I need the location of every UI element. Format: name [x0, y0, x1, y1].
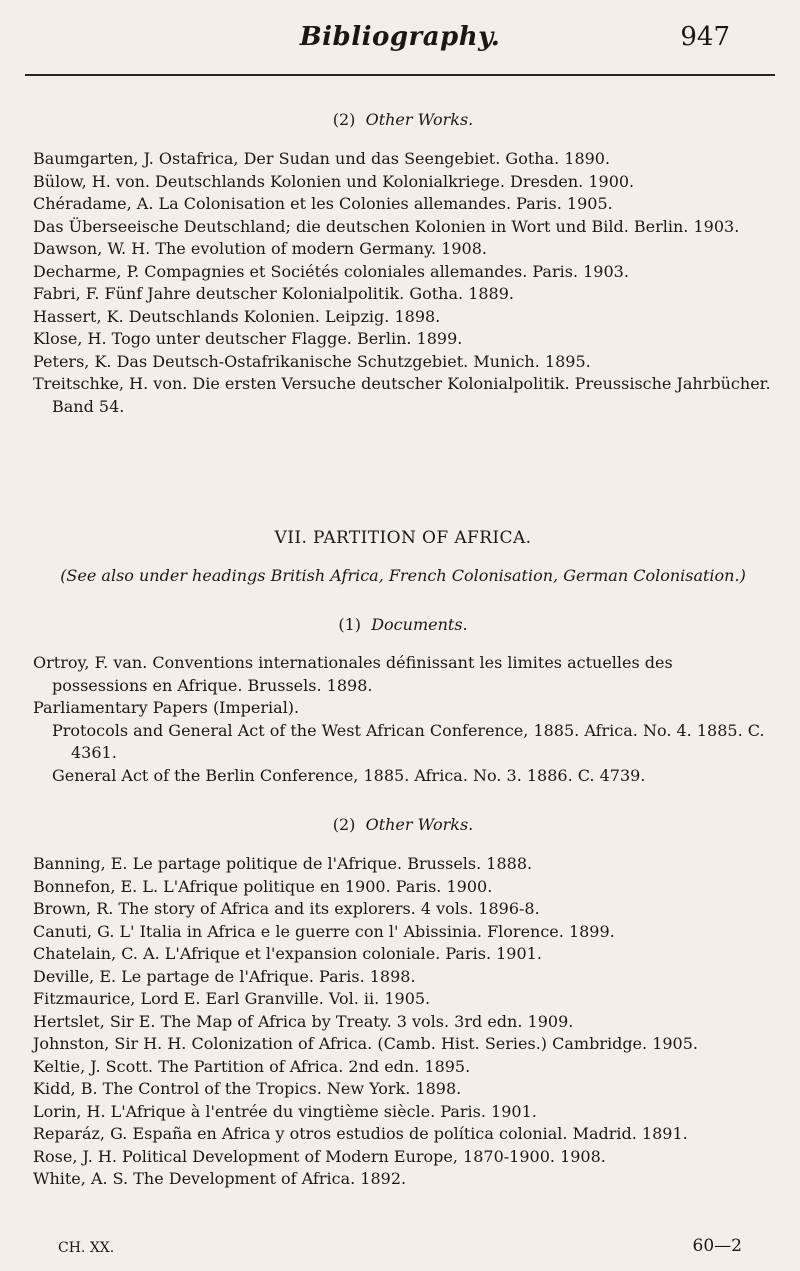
printer-signature: 60—2	[692, 1236, 742, 1256]
section-heading-title: Other Works.	[365, 110, 474, 129]
bib-entry: Klose, H. Togo unter deutscher Flagge. Berlin. 1899.	[33, 329, 463, 348]
section-heading-number: (2)	[332, 110, 356, 129]
see-also-note: (See also under headings British Africa, French Colonisation, German Colonisation.)	[60, 566, 746, 585]
section-heading-other-works-partition	[33, 815, 773, 834]
bib-entry: Peters, K. Das Deutsch-Ostafrikanische Schutzgebiet. Munich. 1895.	[33, 351, 591, 371]
bib-entry: Chatelain, C. A. L'Afrique et l'expansion coloniale. Paris. 1901.	[33, 944, 542, 963]
bib-entry: Treitschke, H. von. Die ersten Versuche deutscher Kolonialpolitik. Preussische Jahrbücher. Band 54.	[33, 374, 771, 416]
bib-entry: Lorin, H. L'Afrique à l'entrée du vingtième siècle. Paris. 1901.	[33, 1101, 537, 1121]
bib-entry: Canuti, G. L' Italia in Africa e le guerre con l' Abissinia. Florence. 1899.	[33, 921, 615, 941]
bib-entry: Bonnefon, E. L. L'Afrique politique en 1900. Paris. 1900.	[33, 876, 493, 896]
bib-entry: Rose, J. H. Political Development of Modern Europe, 1870-1900. 1908.	[33, 1146, 606, 1166]
bib-sub-entry: General Act of the Berlin Conference, 1885. Africa. No. 3. 1886. C. 4739.	[52, 765, 646, 785]
section-heading-documents	[33, 615, 773, 634]
bib-entry: Fitzmaurice, Lord E. Earl Granville. Vol. ii. 1905.	[33, 989, 431, 1008]
section-heading-title: Other Works.	[365, 815, 474, 834]
bib-entry: Decharme, P. Compagnies et Sociétés coloniales allemandes. Paris. 1903.	[33, 261, 629, 281]
bib-entry: Keltie, J. Scott. The Partition of Africa. 2nd edn. 1895.	[33, 1056, 471, 1076]
bib-entry: Fabri, F. Fünf Jahre deutscher Kolonialpolitik. Gotha. 1889.	[33, 284, 514, 303]
bib-sub-entry: Protocols and General Act of the West African Conference, 1885. Africa. No. 4. 1885. C. 4361.	[52, 720, 765, 762]
bib-entry: Das Überseeische Deutschland; die deutschen Kolonien in Wort und Bild. Berlin. 1903.	[33, 216, 740, 236]
bib-entry: Kidd, B. The Control of the Tropics. New York. 1898.	[33, 1079, 462, 1098]
bib-entry: Parliamentary Papers (Imperial).	[33, 698, 300, 717]
bib-entry: Hertslet, Sir E. The Map of Africa by Treaty. 3 vols. 3rd edn. 1909.	[33, 1011, 574, 1031]
bib-entry: Deville, E. Le partage de l'Afrique. Paris. 1898.	[33, 966, 416, 986]
section-heading-number: (2)	[332, 815, 356, 834]
bib-entry: Baumgarten, J. Ostafrica, Der Sudan und das Seengebiet. Gotha. 1890.	[33, 149, 611, 168]
running-head	[0, 22, 800, 72]
part-title: VII. PARTITION OF AFRICA.	[274, 528, 532, 548]
bib-entry: Banning, E. Le partage politique de l'Afrique. Brussels. 1888.	[33, 854, 533, 873]
bib-entry: Chéradame, A. La Colonisation et les Colonies allemandes. Paris. 1905.	[33, 194, 613, 213]
bib-entry: Reparáz, G. España en Africa y otros estudios de política colonial. Madrid. 1891.	[33, 1124, 688, 1143]
running-head-title: Bibliography.	[299, 22, 501, 52]
section-heading-title: Documents.	[371, 615, 468, 634]
page-number: 947	[680, 22, 730, 52]
bib-entry: White, A. S. The Development of Africa. 1892.	[33, 1169, 407, 1188]
bib-entry: Ortroy, F. van. Conventions internationales définissant les limites actuelles des possessions en Afrique. Brussels. 1898.	[33, 653, 673, 695]
bib-entry: Hassert, K. Deutschlands Kolonien. Leipzig. 1898.	[33, 306, 441, 326]
bib-entry: Brown, R. The story of Africa and its explorers. 4 vols. 1896-8.	[33, 899, 540, 918]
bib-entry: Johnston, Sir H. H. Colonization of Africa. (Camb. Hist. Series.) Cambridge. 1905.	[33, 1034, 698, 1053]
bib-entry: Bülow, H. von. Deutschlands Kolonien und Kolonialkriege. Dresden. 1900.	[33, 171, 635, 191]
chapter-signature: CH. XX.	[58, 1240, 115, 1256]
section-heading-number: (1)	[338, 615, 362, 634]
other-works-list	[33, 853, 773, 1191]
header-rule	[25, 74, 775, 76]
section-heading-other-works	[33, 110, 773, 129]
documents-list	[33, 652, 773, 787]
bibliography-list	[33, 148, 773, 418]
bib-entry: Dawson, W. H. The evolution of modern Germany. 1908.	[33, 239, 487, 258]
